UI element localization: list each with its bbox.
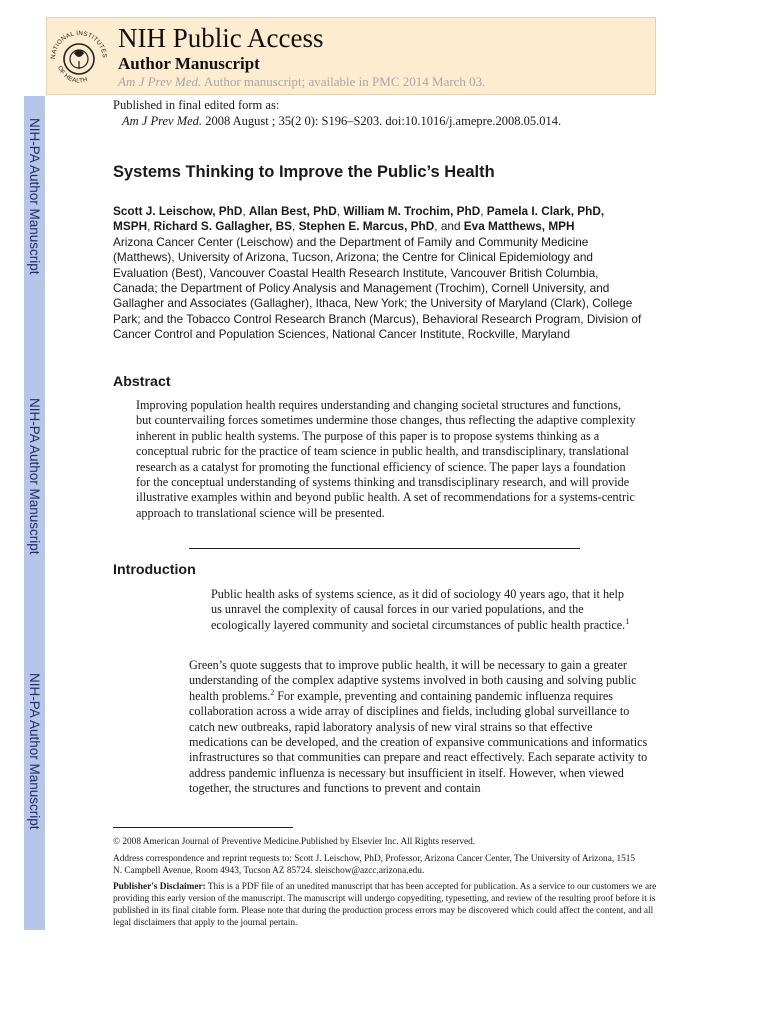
header-title: NIH Public Access bbox=[118, 23, 324, 53]
author-separator: , bbox=[242, 204, 249, 218]
header-availability: Author manuscript; available in PMC 2014 March 03. bbox=[203, 74, 486, 89]
disclaimer-label: Publisher's Disclaimer: bbox=[113, 882, 206, 892]
citation-journal: Am J Prev Med. bbox=[122, 114, 203, 128]
publication-citation bbox=[122, 114, 561, 129]
author-name: Stephen E. Marcus, PhD bbox=[298, 219, 435, 234]
affiliations: Arizona Cancer Center (Leischow) and the Department of Family and Community Medicine (Matthews), University of Arizona, Tucson, Arizona; the Centre for Clinical Epidemiology and Evaluation (Best), Vancouver Coastal Health Research Institute, Vancouver British Columbia, Canada; the Department of Policy Analysis and Management (Trochim), Cornell University, and Gallagher and Associates (Gallagher), Ithaca, New York; the University of Maryland (Clark), College Park; and the Tobacco Control Research Branch (Marcus), Behavioral Research Program, Division of Cancer Control and Population Sciences, National Cancer Institute, Rockville, Maryland bbox=[113, 234, 642, 342]
publisher-disclaimer bbox=[113, 881, 658, 929]
author-affiliation-block bbox=[113, 204, 643, 343]
abstract-heading: Abstract bbox=[113, 374, 171, 390]
nih-seal-logo bbox=[46, 17, 112, 95]
author-name: Richard S. Gallagher, BS bbox=[153, 219, 292, 234]
author-name: Eva Matthews, MPH bbox=[463, 219, 575, 234]
header-subtitle: Author Manuscript bbox=[118, 54, 260, 73]
abstract-divider bbox=[189, 548, 580, 549]
author-name: Scott J. Leischow, PhD bbox=[113, 204, 243, 218]
para-text-part2: For example, preventing and containing pandemic influenza requires collaboration across a wide array of disciplines and fields, including global surveillance to catch new outbreaks, rapid laboratory analysis of new viral strains so that effective medications can be developed, and the creation of expansive communications and informatics infrastructures so that communities can prepare and react effectively. Each separate activity to address pandemic influenza is necessary but insufficient in itself. However, when viewed together, the structures and functions to prevent and contain bbox=[189, 688, 648, 796]
author-separator: , bbox=[292, 219, 299, 234]
author-separator: , bbox=[147, 219, 154, 234]
disclaimer-text: This is a PDF file of an unedited manuscript that has been accepted for publication. As a service to our customers we are providing this early version of the manuscript. The manuscript will undergo copyediting, typesetting, and review of the resulting proof before it is published in its final citable form. Please note that during the production process errors may be discovered which could affect the content, and all legal disclaimers that apply to the journal pertain. bbox=[113, 882, 657, 928]
intro-block-quote bbox=[211, 587, 631, 633]
article-title: Systems Thinking to Improve the Public’s Health bbox=[113, 163, 495, 181]
sidebar-label-middle: NIH-PA Author Manuscript bbox=[27, 397, 42, 555]
published-in-label: Published in final edited form as: bbox=[113, 98, 280, 112]
introduction-heading: Introduction bbox=[113, 562, 196, 578]
para-reference[interactable]: 2 bbox=[270, 687, 275, 697]
author-separator: , and bbox=[434, 219, 464, 234]
quote-text: Public health asks of systems science, as it did of sociology 40 years ago, that it help us unravel the complexity of causal forces in our varied populations, and the ecologically layered community and societal circumstances of public health practice. bbox=[211, 587, 626, 632]
correspondence-address: Address correspondence and reprint requests to: Scott J. Leischow, PhD, Professor, Arizona Cancer Center, The University of Arizona, 1515 N. Campbell Avenue, Room 4943, Tucson AZ 85724. sleischow@azcc.arizona.edu. bbox=[113, 854, 636, 876]
seal-text-bottom: OF HEALTH bbox=[56, 64, 89, 85]
header-journal-abbrev: Am J Prev Med. bbox=[118, 74, 202, 89]
para-text-part1: Green’s quote suggests that to improve public health, it will be necessary to gain a greater understanding of the complex adaptive systems involved in both causing and solving public health problems. bbox=[189, 658, 637, 703]
author-separator: , bbox=[336, 204, 344, 218]
sidebar-label-top: NIH-PA Author Manuscript bbox=[27, 117, 42, 275]
author-name: Pamela I. Clark, PhD, MSPH bbox=[113, 204, 605, 234]
intro-paragraph bbox=[189, 658, 651, 797]
quote-reference[interactable]: 1 bbox=[625, 616, 630, 626]
footnote-divider bbox=[113, 827, 293, 828]
abstract-text: Improving population health requires understanding and changing societal structures and functions, but countervailing forces sometimes undermine those changes, thus reflecting the adaptive complexity inherent in public health systems. The purpose of this paper is to propose systems thinking as a conceptual rubric for the practice of team science in public health, and transdisciplinary, translational research as a catalyst for promoting the functional efficiency of science. The paper lays a foundation for the conceptual understanding of systems thinking and transdisciplinary research, and will provide illustrative examples within and beyond public health. A set of recommendations for a systems-centric approach to translational science will be presented. bbox=[136, 398, 636, 520]
sidebar-label-bottom: NIH-PA Author Manuscript bbox=[27, 672, 42, 830]
header-availability-line bbox=[118, 74, 485, 90]
author-separator: , bbox=[480, 204, 487, 218]
author-name: William M. Trochim, PhD bbox=[343, 204, 481, 218]
copyright-note: © 2008 American Journal of Preventive Medicine.Published by Elsevier Inc. All Rights reserved. bbox=[113, 837, 476, 847]
seal-text-top: NATIONAL INSTITUTES bbox=[49, 29, 109, 60]
citation-details: 2008 August ; 35(2 0): S196–S203. doi:10.1016/j.amepre.2008.05.014. bbox=[205, 114, 562, 128]
svg-text:OF HEALTH bbox=[56, 65, 89, 85]
author-name: Allan Best, PhD bbox=[248, 204, 337, 218]
